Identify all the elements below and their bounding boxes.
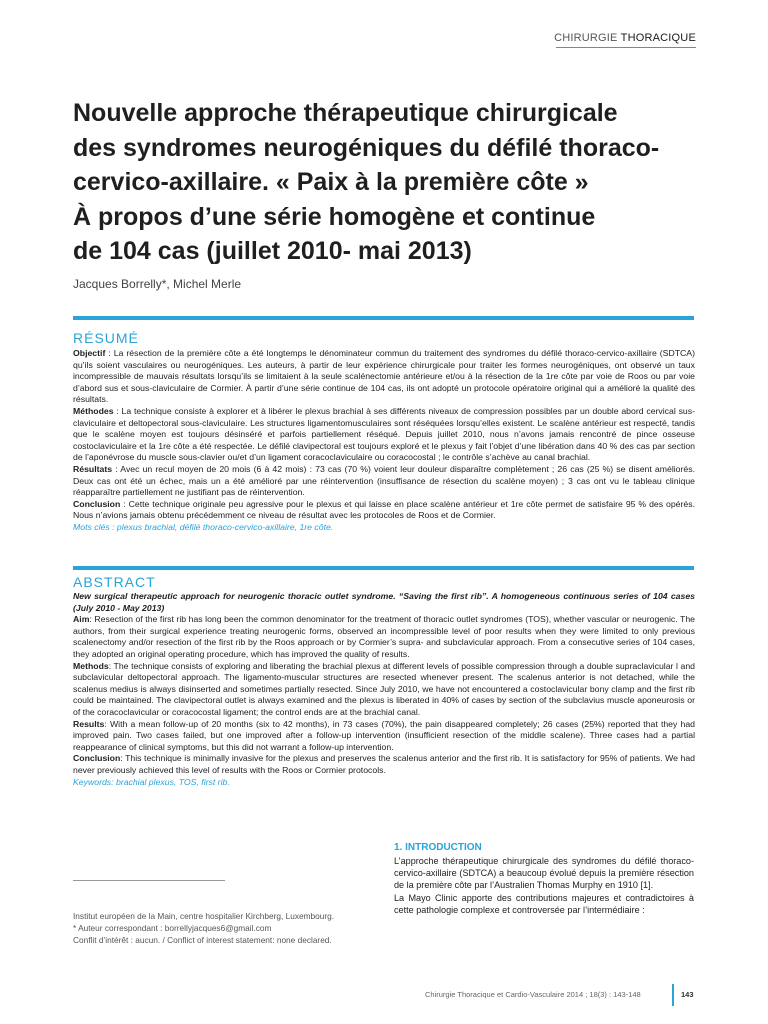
abstract-methods <box>73 661 695 719</box>
article-title <box>73 96 703 269</box>
abstract-subtitle: New surgical therapeutic approach for neurogenic thoracic outlet syndrome. “Saving the first rib”. A homogeneous continuous series of 104 cases (July 2010 - May 2013) <box>73 591 695 613</box>
objectif-label: Objectif <box>73 348 106 358</box>
running-head-topic: THORACIQUE <box>620 32 696 44</box>
abstract-aim <box>73 614 695 660</box>
resume-conclusion <box>73 499 695 522</box>
introduction-heading: 1. INTRODUCTION <box>394 842 482 853</box>
methodes-label: Méthodes <box>73 405 114 416</box>
methodes-text: : La technique consiste à explorer et à libérer le plexus brachial à ses différents niveaux de compression possibles par un double abord cervical sus-claviculaire et deltopectoral sous-claviculaire. Les structures ligamentomusculaires sont réséquées lorsqu’elles existent. Le scalène antérieur est respecté, tandis que le scalène moyen est toujours désinséré et parfois partiellement réséqué. Depuis juillet 2010, nous n’avons jamais rencontré de pince osseuse costoclaviculaire et la 1re côte a été respectée. Le défilé clavipectoral est toujours exploré et le plexus y fait l’objet d’une libération dans 40 % des cas par section de l’aponévrose du muscle sous-clavier ou/et d’un ligament coracoclaviculaire ou coracocostal ; le contrôle s’achève au canal brachial. <box>73 405 695 463</box>
objectif-text: : La résection de la première côte a été longtemps le dénominateur commun du traitement des syndromes du défilé thoraco-cervico-axillaire (SDTCA) qu’ils soient vasculaires ou neurogéniques. Les auteurs, à partir de leur expérience chirurgicale pour traiter les formes neurogéniques, ont observé un taux incompressible de mauvais résultats lorsqu’ils se limitaient à la seule scalénectomie antérieure et/ou à la résection de la 1re côte par voie de Roos ou par voie d’abord sus et sous-claviculaire de Cormier. À partir d’une série continue de 104 cas, ils ont adopté un protocole opératoire original qui a amélioré la qualité des résultats. <box>73 348 695 405</box>
resume-rule <box>73 316 694 320</box>
abstract-keywords: Keywords: brachial plexus, TOS, first rib. <box>73 776 230 787</box>
title-line: des syndromes neurogéniques du défilé thoraco- <box>73 133 660 162</box>
abstract-rule <box>73 566 694 570</box>
introduction-paragraph: L’approche thérapeutique chirurgicale des syndromes du défilé thoraco-cervico-axillaire (SDTCA) a beaucoup évolué depuis la première résection de la première côte par l’Australien Thomas Murphy en 1910 [1]. <box>394 856 694 891</box>
introduction-body <box>394 855 694 916</box>
footnote-correspondence: * Auteur correspondant : borrellyjacques6@gmail.com <box>73 923 272 933</box>
conclusion-label: Conclusion <box>73 498 121 509</box>
methods-text: : The technique consists of exploring and liberating the brachial plexus at different levels of possible compression through a double supraclavicular l and subclavicular deltopectoral approach. The ligamento-muscular structures are resected whenever present. The scalenus anterior is not detached, while the scalenus medius is always disinserted and sometimes partially resected. Since July 2010, we have not encountered a costoclavicular bony clamp and the first rib could be maintained. The clavipectoral outlet is always examined and the plexus is liberated in 40% of cases by section of the subclavius muscle aponeurosis or of the coracoclavicular or coracocostal ligament; the control ends are at the brachial canal. <box>73 660 695 717</box>
footnote-conflict: Conflit d’intérêt : aucun. / Conflict of interest statement: none declared. <box>73 935 332 945</box>
conclusion-text: : Cette technique originale peu agressive pour le plexus et qui laisse en place scalène antérieur et 1re côte permet de satisfaire 95 % des opérés. Nous n’avions jamais obtenu précédemment ce niveau de résultat avec les protocoles de Roos et de Cormier. <box>73 498 695 521</box>
abstract-heading: ABSTRACT <box>73 574 156 590</box>
running-head-section: CHIRURGIE <box>554 32 618 44</box>
resume-methodes <box>73 406 695 464</box>
abstract-body <box>73 591 695 788</box>
resultats-label: Résultats <box>73 463 113 474</box>
abstract-conclusion-text: : This technique is minimally invasive for the plexus and preserves the scalenus anterior and the first rib. It is satisfactory for 95% of patients. We had never previously achieved this level of results with the Roos or Cormier protocols. <box>73 753 695 775</box>
abstract-conclusion-label: Conclusion <box>73 753 121 764</box>
footnote-affiliation: Institut européen de la Main, centre hospitalier Kirchberg, Luxembourg. <box>73 911 335 921</box>
resume-objectif <box>73 348 695 406</box>
aim-text: : Resection of the first rib has long been the common denominator for the treatment of thoracic outlet syndromes (TOS), whether vascular or neurogenic. The authors, from their surgical experience treating neurogenic forms, observed an incompressible level of poor results when they were limited to only previous scalenectomy and/or resection of the first rib by the Roos approach or by Cormier’s supra- and subclavicular approach. From a consecutive series of 104 cases, they adopted an original operating procedure, which has improved the quality of results. <box>73 614 695 659</box>
abstract-conclusion <box>73 753 695 776</box>
resume-resultats <box>73 464 695 499</box>
results-text: : With a mean follow-up of 20 months (six to 42 months), in 73 cases (70%), the pain disappeared completely; 26 cases (25%) reported that they had improved pain. Two cases failed, but one improved after a follow-up intervention (insufficient resection of the middle scalene). Three cases had a partial reappearance of clinical symptoms, but this did not warrant a follow-up intervention. <box>73 718 695 752</box>
resume-heading: RÉSUMÉ <box>73 330 139 346</box>
page-number-rule <box>672 984 674 1006</box>
running-head <box>554 32 696 44</box>
resume-keywords: Mots clés : plexus brachial, défilé thoraco-cervico-axillaire, 1re côte. <box>73 521 334 532</box>
title-line: de 104 cas (juillet 2010- mai 2013) <box>73 237 472 265</box>
author-list: Jacques Borrelly*, Michel Merle <box>73 277 242 291</box>
title-line: À propos d’une série homogène et continue <box>73 202 596 231</box>
page-number: 143 <box>681 990 694 999</box>
title-line: Nouvelle approche thérapeutique chirurgicale <box>73 99 618 127</box>
running-head-rule <box>556 47 696 48</box>
results-label: Results <box>73 718 105 729</box>
methods-label: Methods <box>73 660 109 671</box>
title-line: cervico-axillaire. « Paix à la première côte » <box>73 168 589 196</box>
journal-reference: Chirurgie Thoracique et Cardio-Vasculaire 2014 ; 18(3) : 143-148 <box>425 990 641 999</box>
resultats-text: : Avec un recul moyen de 20 mois (6 à 42 mois) : 73 cas (70 %) voient leur douleur disparaître complètement ; 26 cas (25 %) se disent améliorés. Deux cas ont été un échec, mais un a été amélioré par une réintervention (insuffisance de résection du scalène moyen) ; 3 cas ont vu le tableau clinique réapparaître partiellement ne justifiant pas de réintervention. <box>73 463 695 498</box>
footnotes <box>73 910 373 946</box>
abstract-results <box>73 719 695 754</box>
resume-body <box>73 348 695 534</box>
footnote-rule <box>73 880 225 881</box>
aim-label: Aim <box>73 614 90 625</box>
introduction-paragraph: La Mayo Clinic apporte des contributions majeures et contradictoires à cette pathologie complexe et controversée par l’intermédiaire : <box>394 892 694 915</box>
